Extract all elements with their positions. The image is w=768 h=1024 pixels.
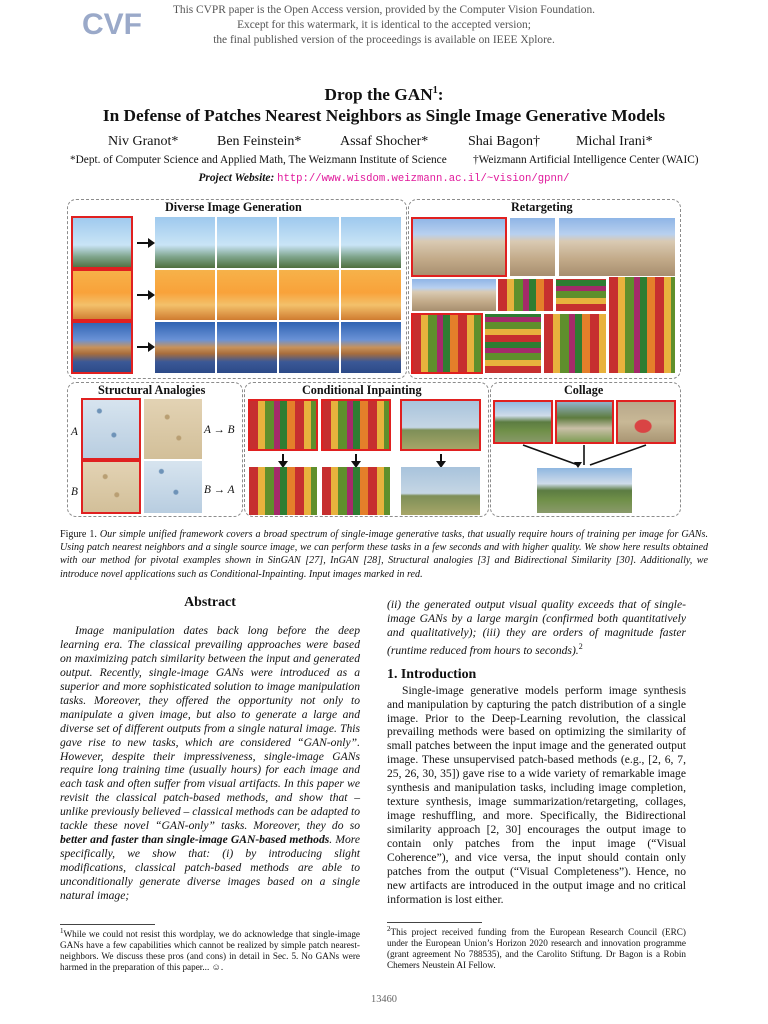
affiliation-weizmann: *Dept. of Computer Science and Applied Math, The Weizmann Institute of Science: [70, 154, 447, 166]
author-name: Michal Irani*: [576, 134, 653, 149]
input-image-girl: [617, 401, 675, 443]
arrow-icon: [590, 445, 646, 465]
abstract-footnote-mark: 2: [578, 641, 583, 651]
retarget-output: [556, 279, 606, 311]
abstract-text: Image manipulation dates back long before the deep learning era. The classical prevailing approaches were based on maximizing patch similarity between the input and generated output. Recently, single-image GANs were introduced as a superior and more sophisticated solution to image manipulation tasks. Moreover, they offered the opportunity not only to manipulate a given image, but also to generate a large and diverse set of different outputs from a single natural image. This gave rise to new tasks, which are considered “GAN-only”. However, despite their impressiveness, single-image GANs require long training time (usually hours) for each image and each task and often suffer from visual artifacts. In this paper we revisit the classical patch-based methods, and show that – unlike previously believed – classical methods can be adapted to tackle these novel “GAN-only” tasks. Moreover, they do so: [60, 623, 360, 833]
intro-body: Single-image generative models perform image synthesis and manipulation by capturing the patch distribution of a single image. Prior to the Deep-Learning revolution, the classical prevailing methods were based on optimizing the similarity of small patches between the input image and the generated output image. These unsupervised patch-based methods (e.g., [2, 6, 7, 25, 26, 30, 35]) gave rise to a wide variety of remarkable image synthesis and manipulation tasks, including image completion, texture synthesis, image summarization/retargeting, collages, image reshuffling, and more. Specifically, the Bidirectional similarity approach [2, 30] encourages the output image to contain only patches from the input image (“Visual Coherence”), and vice versa, the input should contain only patches from the output (“Visual Completeness”). Hence, no new artifacts are introduced in the output image and no critical information is lost either.: [387, 683, 686, 906]
input-image-fruit-masked: [322, 400, 390, 450]
project-website: [0, 172, 768, 185]
footnote-1-mark: 1: [60, 927, 64, 935]
panel-title-diverse: Diverse Image Generation: [162, 200, 305, 215]
arrow-icon: [523, 445, 578, 465]
title-footnote-mark: 1: [432, 85, 438, 96]
retarget-output: [412, 279, 496, 311]
input-image-garden: [494, 401, 552, 443]
panel-title-collage: Collage: [561, 383, 606, 398]
author-name: Niv Granot*: [108, 134, 179, 149]
footnote-rule: [387, 922, 482, 923]
abstract-text-after: . More specifically, we show that: (i) by introducing slight modifications, classical patch-based methods are able to unconditionally generate diverse images based on a single natural image;: [60, 833, 360, 903]
arrow-right-icon: [137, 242, 149, 244]
input-image-path: [556, 401, 613, 443]
paper-title: [0, 80, 768, 127]
arrow-down-icon: [355, 454, 357, 462]
collage-output: [537, 468, 632, 513]
inpaint-output: [249, 467, 317, 515]
abstract-continuation: [387, 598, 686, 658]
cvf-logo-text: CVF: [82, 8, 142, 40]
output-image: [279, 322, 339, 373]
retarget-output: [485, 314, 541, 373]
abstract-continuation-text: (ii) the generated output visual quality exceeds that of single-image GANs by a large margin (confirmed both quantitatively and qualitatively); (iii) they are orders of magnitude faster (runtime reduced from hours to seconds).: [387, 598, 686, 657]
output-image: [217, 217, 277, 268]
footnote-2-text: This project received funding from the European Research Council (ERC) under the European Union’s Horizon 2020 research and innovation programme (grant agreement No 788535), and the Carolito Stiftung. Dr Bagon is a Robin Chemers Neustein AI Fellow.: [387, 927, 686, 971]
output-image: [279, 270, 339, 320]
abstract-section: [60, 596, 360, 903]
input-image-colosseum: [72, 322, 132, 373]
arrow-right-icon: [137, 346, 149, 348]
output-image: [279, 217, 339, 268]
input-image-b: [82, 461, 140, 513]
input-image-field-masked: [401, 400, 480, 450]
footnote-rule: [60, 924, 155, 925]
abstract-body: [60, 624, 360, 903]
caption-text: Our simple unified framework covers a broad spectrum of single-image generative tasks, that usually require hours of training per image for GANs. Using patch nearest neighbors and a single source image, we can perform these tasks in a few seconds and with higher quality. We show here results obtained with our method for pivotal examples shown in SinGAN [27], InGAN [28], Structural analogies [3] and Bidirectional Similarity [30]. Additionally, we introduce novel applications such as Conditional-Inpainting. Input images marked in red.: [60, 529, 708, 580]
retarget-output: [498, 279, 553, 311]
input-image-birds: [72, 270, 132, 320]
arrow-down-icon: [282, 454, 284, 462]
arrow-down-icon: [440, 454, 442, 462]
author-name: Ben Feinstein*: [217, 134, 302, 149]
output-image: [341, 270, 401, 320]
label-b-to-a: B → A: [204, 484, 235, 496]
label-b: B: [71, 486, 78, 498]
arrow-right-icon: [137, 294, 149, 296]
watermark-line1: This CVPR paper is the Open Access version, provided by the Computer Vision Foundation.: [172, 4, 596, 16]
footnote-2: [387, 924, 686, 971]
title-line2: In Defense of Patches Nearest Neighbors as Single Image Generative Models: [102, 106, 666, 126]
retarget-output: [544, 314, 606, 373]
figure-caption: [60, 528, 708, 581]
output-a-to-b: [144, 399, 202, 459]
footnote-2-mark: 2: [387, 925, 391, 933]
collage-arrows: [494, 443, 675, 469]
watermark: [0, 3, 768, 48]
page-number: 13460: [371, 994, 397, 1005]
abstract-heading: Abstract: [184, 595, 236, 610]
panel-title-retargeting: Retargeting: [508, 200, 576, 215]
input-image-fruit: [412, 314, 482, 373]
affiliation-waic: †Weizmann Artificial Intelligence Center (WAIC): [473, 154, 699, 166]
output-image: [155, 322, 215, 373]
author-name: Assaf Shocher*: [340, 134, 429, 149]
website-link[interactable]: http://www.wisdom.weizmann.ac.il/~vision/gpnn/: [277, 173, 570, 185]
retarget-output: [510, 218, 555, 276]
output-image: [155, 270, 215, 320]
retarget-output: [609, 277, 675, 373]
label-a: A: [71, 426, 78, 438]
intro-heading: 1. Introduction: [387, 666, 477, 682]
output-b-to-a: [144, 461, 202, 513]
output-image: [341, 322, 401, 373]
right-column: [387, 598, 686, 907]
input-image-a: [82, 399, 140, 459]
watermark-line2: Except for this watermark, it is identical to the accepted version;: [237, 19, 531, 31]
input-image-fruit-masked: [249, 400, 317, 450]
title-colon: :: [437, 84, 444, 104]
watermark-line3: the final published version of the proceedings is available on IEEE Xplore.: [213, 34, 555, 46]
abstract-bold-phrase: better and faster than single-image GAN-based methods: [60, 833, 330, 847]
input-image-monument: [412, 218, 506, 276]
input-image-balloons: [72, 217, 132, 268]
panel-title-inpainting: Conditional Inpainting: [299, 383, 425, 398]
output-image: [217, 322, 277, 373]
label-a-to-b: A → B: [204, 424, 235, 436]
inpaint-output: [322, 467, 390, 515]
output-image: [155, 217, 215, 268]
footnote-1-text: While we could not resist this wordplay, we do acknowledge that single-image GANs have a few capabilities which cannot be realized by simple patch nearest-neighbors. We discuss these pros (and cons) in detail in Sec. 5. No GANs were harmed in the preparation of this paper... ☺.: [60, 929, 360, 973]
output-image: [217, 270, 277, 320]
title-line1: Drop the GAN: [324, 84, 433, 104]
retarget-output: [559, 218, 675, 276]
panel-title-analogies: Structural Analogies: [95, 383, 208, 398]
inpaint-output: [401, 467, 480, 515]
caption-prefix: Figure 1.: [60, 529, 97, 540]
output-image: [341, 217, 401, 268]
website-label: Project Website:: [198, 172, 275, 184]
footnote-1: [60, 926, 360, 973]
author-name: Shai Bagon†: [468, 134, 540, 149]
